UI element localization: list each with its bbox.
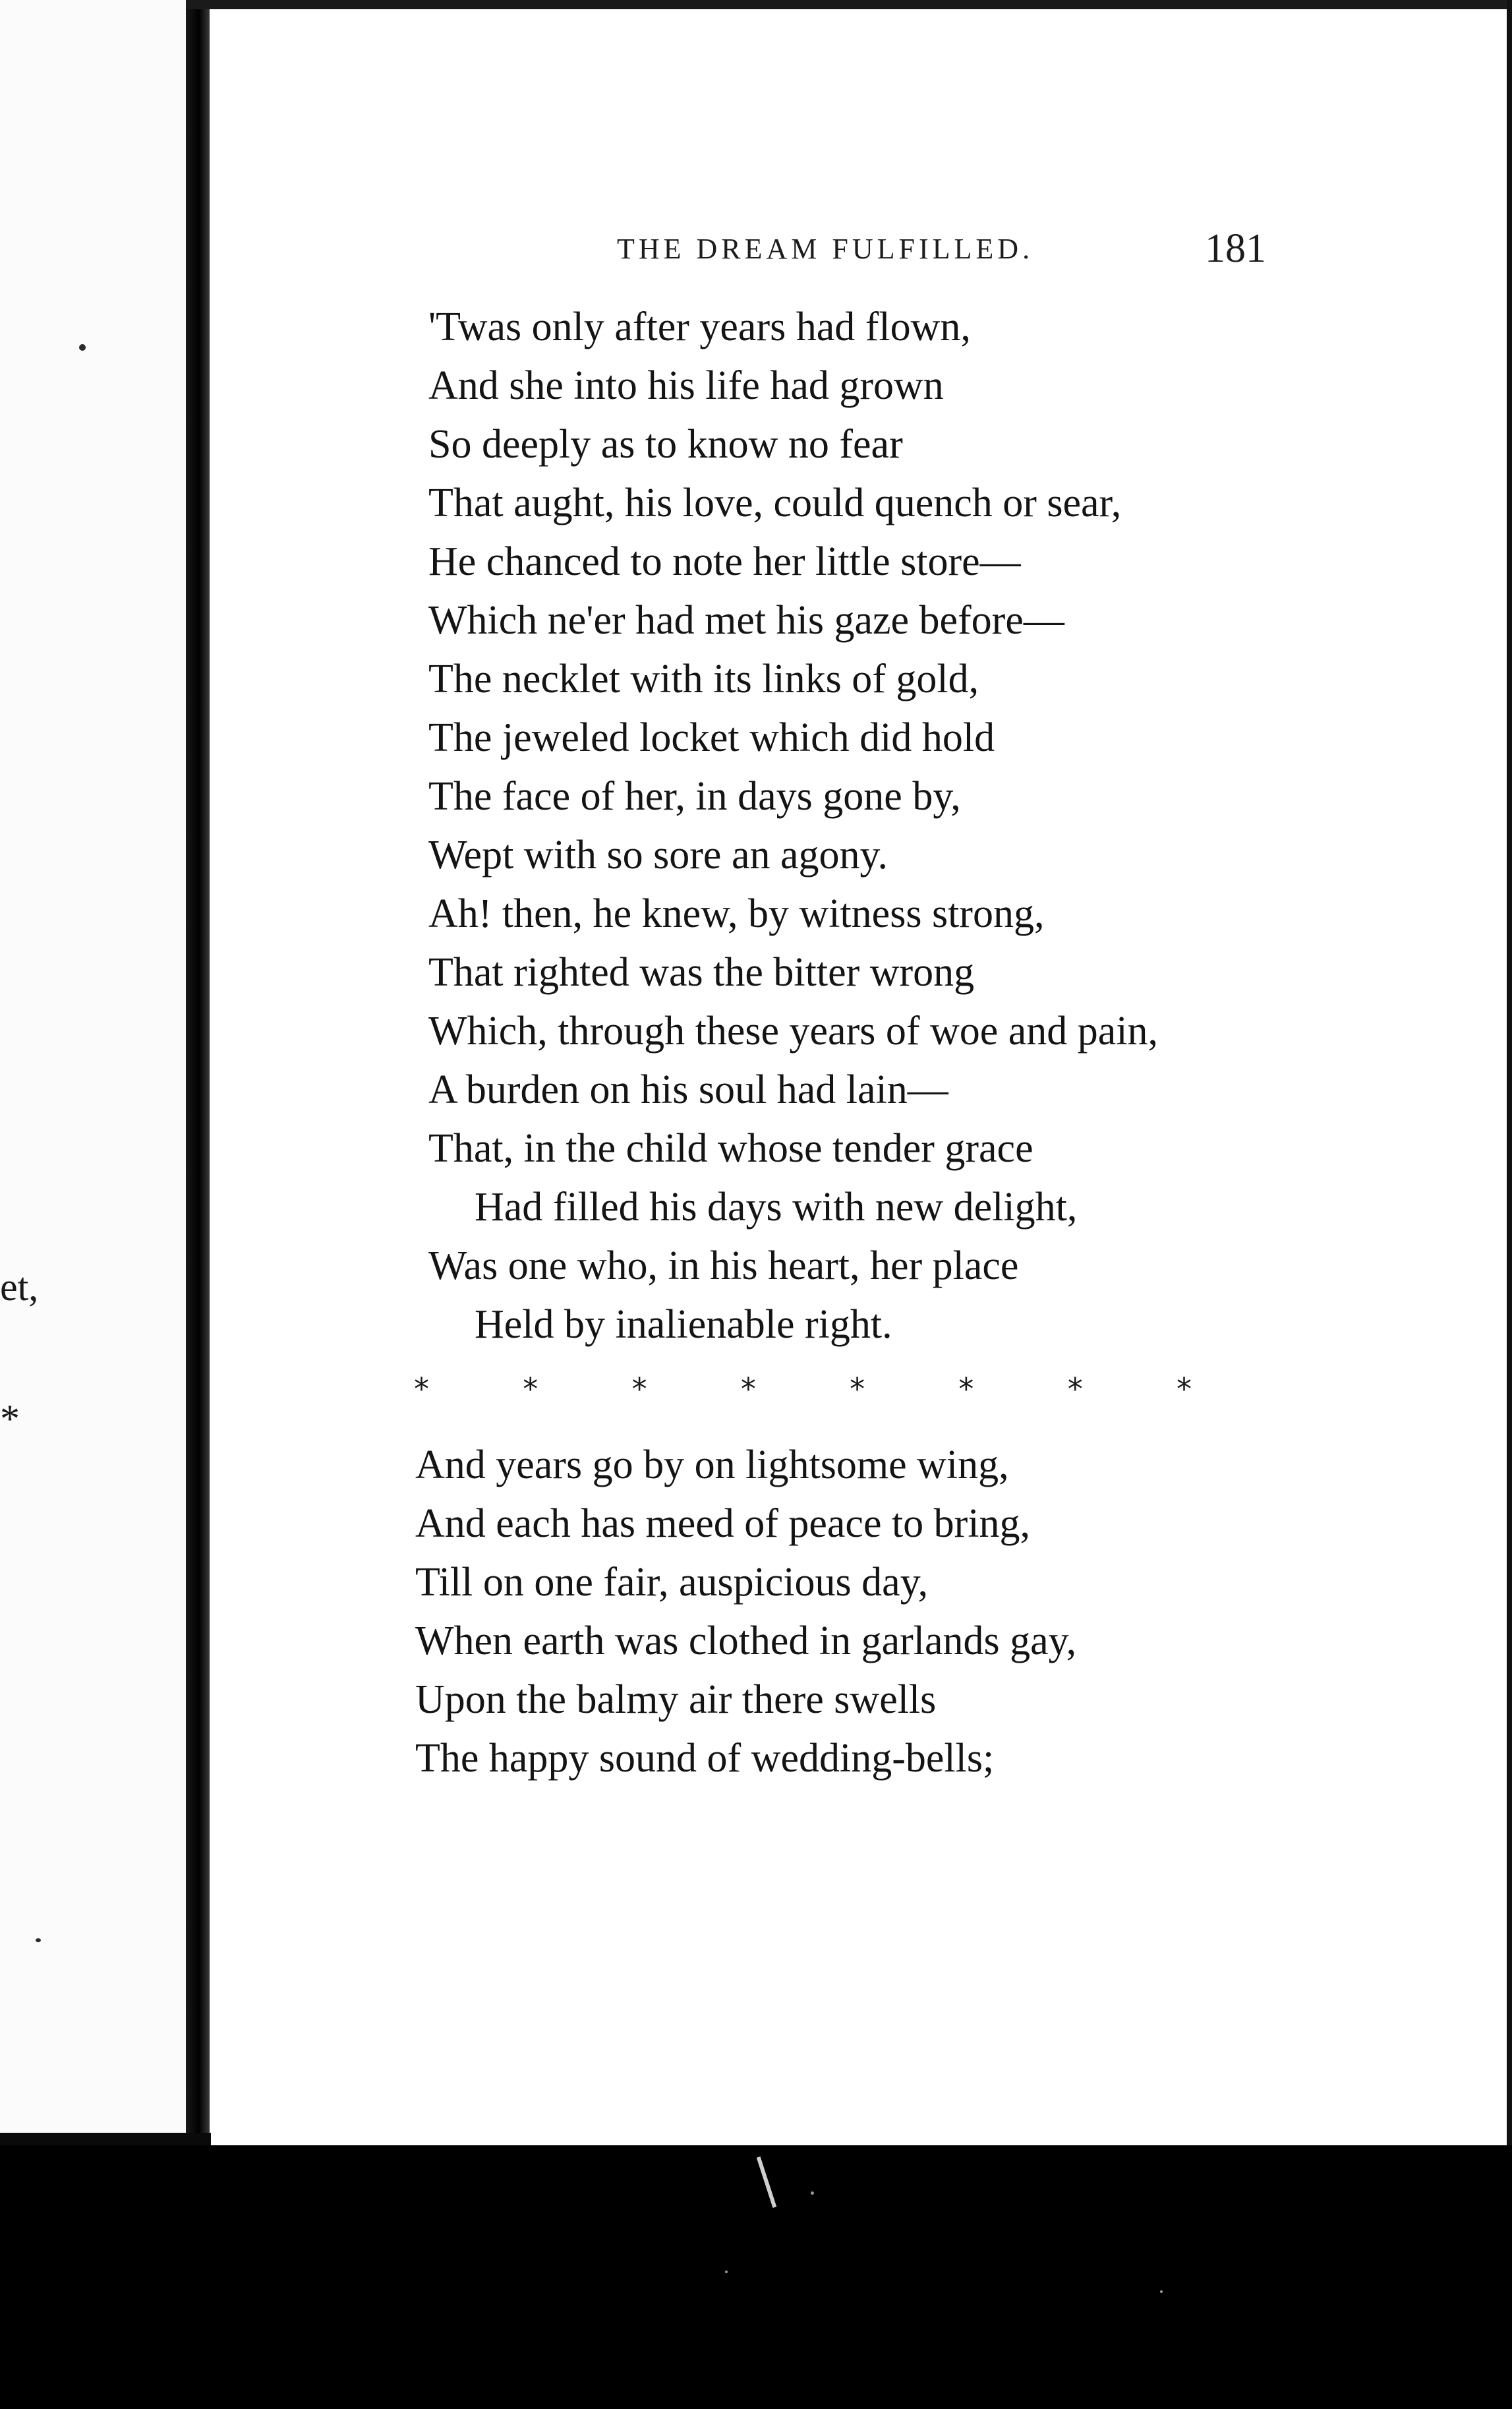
poem-line: And each has meed of peace to bring, xyxy=(415,1501,1031,1546)
left-page-fragment-asterisk: * xyxy=(0,1397,20,1441)
poem-line: That righted was the bitter wrong xyxy=(428,950,975,995)
page-number: 181 xyxy=(1205,226,1266,271)
poem-line: Ah! then, he knew, by witness strong, xyxy=(428,891,1045,936)
poem-line: And years go by on lightsome wing, xyxy=(415,1442,1009,1487)
asterisk-glyph: * xyxy=(1176,1371,1192,1407)
poem-stanza-1 xyxy=(428,298,1158,1354)
asterisk-glyph: * xyxy=(1067,1371,1083,1407)
ink-speck xyxy=(36,1938,41,1942)
asterisk-glyph: * xyxy=(740,1371,756,1407)
asterisk-glyph: * xyxy=(523,1371,538,1407)
poem-line: 'Twas only after years had flown, xyxy=(428,305,971,349)
book-binding-gutter xyxy=(186,0,210,2143)
poem-line: Till on one fair, auspicious day, xyxy=(415,1560,929,1605)
poem-line: That aught, his love, could quench or sear, xyxy=(428,481,1122,525)
poem-line: A burden on his soul had lain— xyxy=(428,1067,948,1112)
poem-line: So deeply as to know no fear xyxy=(428,422,903,467)
asterisk-glyph: * xyxy=(958,1371,974,1407)
poem-line: When earth was clothed in garlands gay, xyxy=(415,1619,1077,1663)
poem-line: The happy sound of wedding-bells; xyxy=(415,1736,995,1781)
asterisk-glyph: * xyxy=(414,1371,429,1407)
asterism-divider xyxy=(414,1371,1192,1407)
ink-speck xyxy=(79,344,86,351)
poem-line-indented: Held by inalienable right. xyxy=(475,1302,892,1347)
poem-line: Wept with so sore an agony. xyxy=(428,833,888,877)
poem-line: The face of her, in days gone by, xyxy=(428,774,961,819)
poem-line: That, in the child whose tender grace xyxy=(428,1126,1033,1171)
poem-line: Which, through these years of woe and pain, xyxy=(428,1009,1159,1054)
dust-speck xyxy=(725,2271,728,2273)
poem-line: The necklet with its links of gold, xyxy=(428,657,979,701)
poem-line: And she into his life had grown xyxy=(428,363,944,408)
poem-line: Upon the balmy air there swells xyxy=(415,1677,937,1722)
asterisk-glyph: * xyxy=(631,1371,647,1407)
scanner-background xyxy=(0,2145,1512,2409)
asterisk-glyph: * xyxy=(850,1371,865,1407)
running-head: THE DREAM FULFILLED. xyxy=(617,233,1034,265)
left-page-fragment-text: et, xyxy=(0,1265,39,1309)
dust-speck xyxy=(1160,2290,1163,2293)
left-facing-page xyxy=(0,0,210,2409)
poem-line: He chanced to note her little store— xyxy=(428,539,1021,584)
poem-line: Which ne'er had met his gaze before— xyxy=(428,598,1064,643)
right-page-edge xyxy=(1507,0,1512,2156)
poem-line: Was one who, in his heart, her place xyxy=(428,1243,1019,1288)
poem-line: The jeweled locket which did hold xyxy=(428,715,995,760)
poem-line-indented: Had filled his days with new delight, xyxy=(475,1185,1078,1230)
poem-stanza-2 xyxy=(415,1436,1076,1788)
top-page-edge xyxy=(186,0,1512,9)
dust-speck xyxy=(811,2191,814,2195)
